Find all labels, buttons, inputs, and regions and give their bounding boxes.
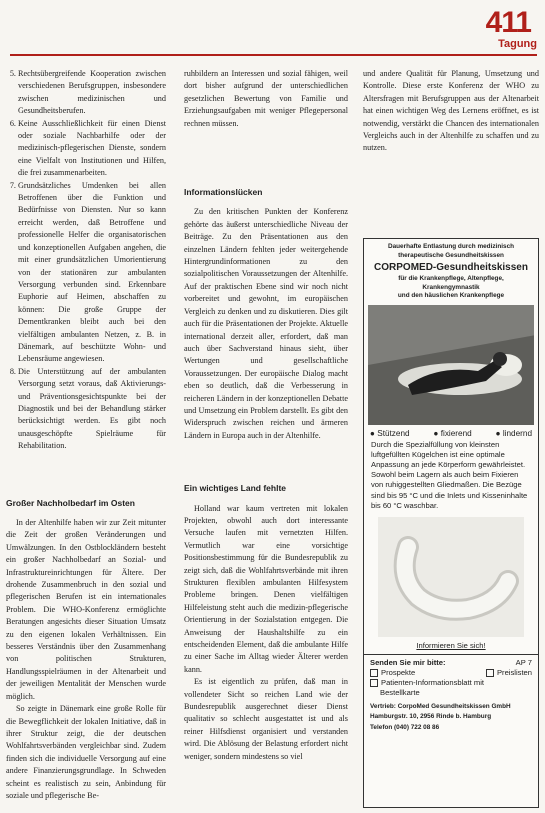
- ad-info-line: Informieren Sie sich!: [416, 640, 486, 650]
- vendor-address: Hamburgstr. 10, 2956 Rinde b. Hamburg: [370, 713, 492, 721]
- checkbox[interactable]: [370, 669, 378, 677]
- ad-features: [370, 429, 532, 438]
- ad-body: Durch die Spezialfüllung von kleinsten luftgefüllten Kügelchen ist eine optimale Anpassung an jede Körperform gewährleistet. Sowohl beim Lagern als auch beim Fixieren von ruhiggestellten Gliedmaßen. Die Bezüge sind bis 95 °C und die Inlets und Kisseninhalte bis 60 °C waschbar.: [371, 439, 528, 510]
- checkbox[interactable]: [370, 679, 378, 687]
- list-item: 8. Die Unterstützung auf der ambulanten Versorgung setzt voraus, daß Aktivierungs- und Präventionsgesichtspunkte bei der Diagnostik und bei der Behandlung stärker berücksichtigt werden. Es gibt noch unausgeschöpfte Spielräume für Rehabilitation.: [18, 366, 166, 453]
- ad-photo-cushion: [378, 517, 524, 637]
- paragraph: So zeigte in Dänemark eine große Rolle für die Bewegflichkeit der lokalen Initiative, daß in ihrer Struktur zeigt, die der deutschen Wohlfahrtsverbänden vergleichbar sind. Zudem finden sich die individuelle Versorgung auf eine andere Finanzierungsgrundlage. In Schweden scheint es realistisch zu sein, Anbindung für soziale und pflegerische Be-: [6, 704, 166, 800]
- paragraph: Es ist eigentlich zu prüfen, daß man in vollendeter Sicht so reichen Land wie der Bundesrepublik ausgerechnet dieser Dienst qualitativ so schlecht ausgestattet ist und als reiner Hilfsdienst organisiert und verstanden wird. Die Ablösung der Belastung erfordert nicht weniger, sondern mindestens so viel: [184, 677, 348, 761]
- option-patient-info-cont: Bestellkarte: [380, 687, 420, 697]
- recommendation-list: [6, 68, 166, 453]
- corpomed-advertisement: [363, 238, 539, 808]
- heading-east: Großer Nachholbedarf im Osten: [6, 497, 135, 508]
- order-code: AP 7: [515, 657, 532, 667]
- ad-brand: CORPOMED-Gesundheitskissen: [374, 262, 528, 273]
- option-pricelists[interactable]: Preislisten: [486, 668, 532, 678]
- order-label: Senden Sie mir bitte:: [370, 657, 446, 667]
- list-item: 6. Keine Ausschließlichkeit für einen Dienst oder soziale Nachbarhilfe oder der medizinisch-pflegerischen Dienste, sondern eine Vielfalt von Institutionen und Hilfen, die frei zusammenarbeiten.: [18, 118, 166, 180]
- ad-tagline: Dauerhafte Entlastung durch medizinisch therapeutische Gesundheitskissen: [387, 243, 515, 259]
- ad-subline: Krankengymnastik: [422, 283, 480, 291]
- paragraph: Holland war kaum vertreten mit lokalen Projekten, obwohl auch dort interessante Versuche laufen mit vernetzten Hilfen. Vermutlich war eine vorsichtige Positionsbestimmung für die Bundesrepublik zu zeigt sich, daß die Wohlfahrtsverbände mit ihren Strukturen flexiblen ambulanten Hilfesystem Probleme bringen. Denen vielfältigen Hilfeleistung steht auch die medizin-pflegerische Orientierung in der Sozialstation entgegen. Die Anweisung der Haushaltshilfe zu ein entscheidenden Element, daß die ambulante Hilfe zu einer Sache im Alltag wieder Älterer werden kann.: [184, 503, 348, 674]
- paragraph: Zu den kritischen Punkten der Konferenz gehörte das äußerst unterschiedliche Niveau der Beiträge. Zu den Präsentationen aus den einzelnen Ländern fehlten jeder weitergehende Hintergrundinformationen zu den sozialpolitischen Voraussetzungen der Altenhilfe. Auf der praktischen Ebene sind wir noch nicht vorbereitet und gewohnt, im europäischen Vergleich zu denken und zu diskutieren. Dies gilt auch für die Präsentationen der Projekte. Aktuelle international derzeit aller, erfordert, daß man auch über Sachverstand hinaus sieht, über Wertungen und gesellschaftliche Voraussetzungen. Der europäische Dialog macht eben so deutlich, daß die Verbesserung in reicheren Ländern in der konzeptionellen Debatte und Umsetzung ein Problem darstellt. Es gibt den Widerspruch zwischen reichen und ärmeren Ländern in Europa auch in der Altenhilfe.: [184, 207, 348, 440]
- photo-illustration: [368, 305, 534, 425]
- column-2: [184, 68, 348, 808]
- heading-missing-country: Ein wichtiges Land fehlte: [184, 483, 287, 494]
- list-item: 5. Rechtsübergreifende Kooperation zwischen verschiedenen Berufsgruppen, insbesondere zwischen medizinischen und Gesundheitsberufen.: [18, 68, 166, 118]
- heading-information-gaps: Informationslücken: [184, 187, 263, 198]
- header-rule: [10, 54, 537, 56]
- feature-fixing: ● fixierend: [433, 428, 472, 438]
- paragraph: In der Altenhilfe haben wir zur Zeit mitunter die Zeit der großen Veränderungen und Umwälzungen. In den Ostblockländern besteht ein großer Nachholbedarf an Sozial- und Infrastruktureinrichtungen für Ältere. Der drohende Zusammenbruch in den sozial und pflegerischen Berufen ist ein internationales Problem. Die WHO-Konferenz ermöglichte Beratungen angesichts dieser Situation Umsatz zu den eigenen lokalen Verhältnissen. Ein besseres Verständnis über den Zusammenhang von politischen Strukturen, Handlungsspielräumen in der Altenarbeit und der jeweiligen Mentalität der Menschen wurde möglich.: [6, 518, 166, 701]
- feature-supporting: ● Stützend: [370, 428, 410, 438]
- option-patient-info[interactable]: Patienten-Informationsblatt mit: [370, 678, 532, 688]
- ad-subline: für die Krankenpflege, Altenpflege,: [398, 275, 504, 282]
- paragraph: ruhbildern an Interessen und sozial fähigen, weil dort bisher aufgrund der unterschiedlichen gesetzlichen Bewertung von Familie und Erziehungsaufgaben mit weniger Pflegepersonal rechnen müssen.: [184, 69, 348, 128]
- page-number: 411: [485, 6, 531, 39]
- paragraph: und andere Qualität für Planung, Umsetzung und Kontrolle. Diese erste Konferenz der WHO zu Altersfragen mit Berufsgruppen aus der Altenarbeit hat einen wichtigen Weg des Lernens eröffnet, es ist notwendig, verstärkt die Chancen des internationalen Vergleichs auch in der Altenhilfe zu schaffen und zu nutzen.: [363, 69, 539, 153]
- vendor-line: Vertrieb: CorpoMed Gesundheitskissen GmbH: [370, 702, 511, 710]
- feature-relieving: ● lindernd: [495, 428, 532, 438]
- section-label: Tagung: [498, 38, 537, 50]
- option-brochures[interactable]: Prospekte: [370, 668, 415, 678]
- checkbox[interactable]: [486, 669, 494, 677]
- ad-photo-patient-on-cushion: [368, 305, 534, 425]
- cushion-illustration: [378, 517, 524, 637]
- vendor-phone: Telefon (040) 722 08 86: [370, 723, 440, 731]
- list-item: 7. Grundsätzliches Umdenken bei allen Betroffenen über die Funktion und Bedürfnisse von Diensten. Nur so kann erreicht werden, daß Betroffene und professionelle Helfer die organisatorischen und konzeptionellen Aufgaben angehen, die mit einer grundsätzlichen Umorientierung von der stationären zur ambulanten Versorgung verbunden sind. Erkennbare Euphorie auf Heimen, abschaffen zu können: Die große Gruppe der Dementkranken bleibt auch bei den vielfältigen ambulanten Netzen, z. B. in Dänemark, auf beschützte Wohn- und Lebensräume angewiesen.: [18, 180, 166, 366]
- order-coupon[interactable]: [364, 654, 538, 701]
- column-1: [6, 68, 166, 808]
- column-3: [363, 68, 539, 158]
- ad-subline: und den häuslichen Krankenpflege: [397, 292, 505, 299]
